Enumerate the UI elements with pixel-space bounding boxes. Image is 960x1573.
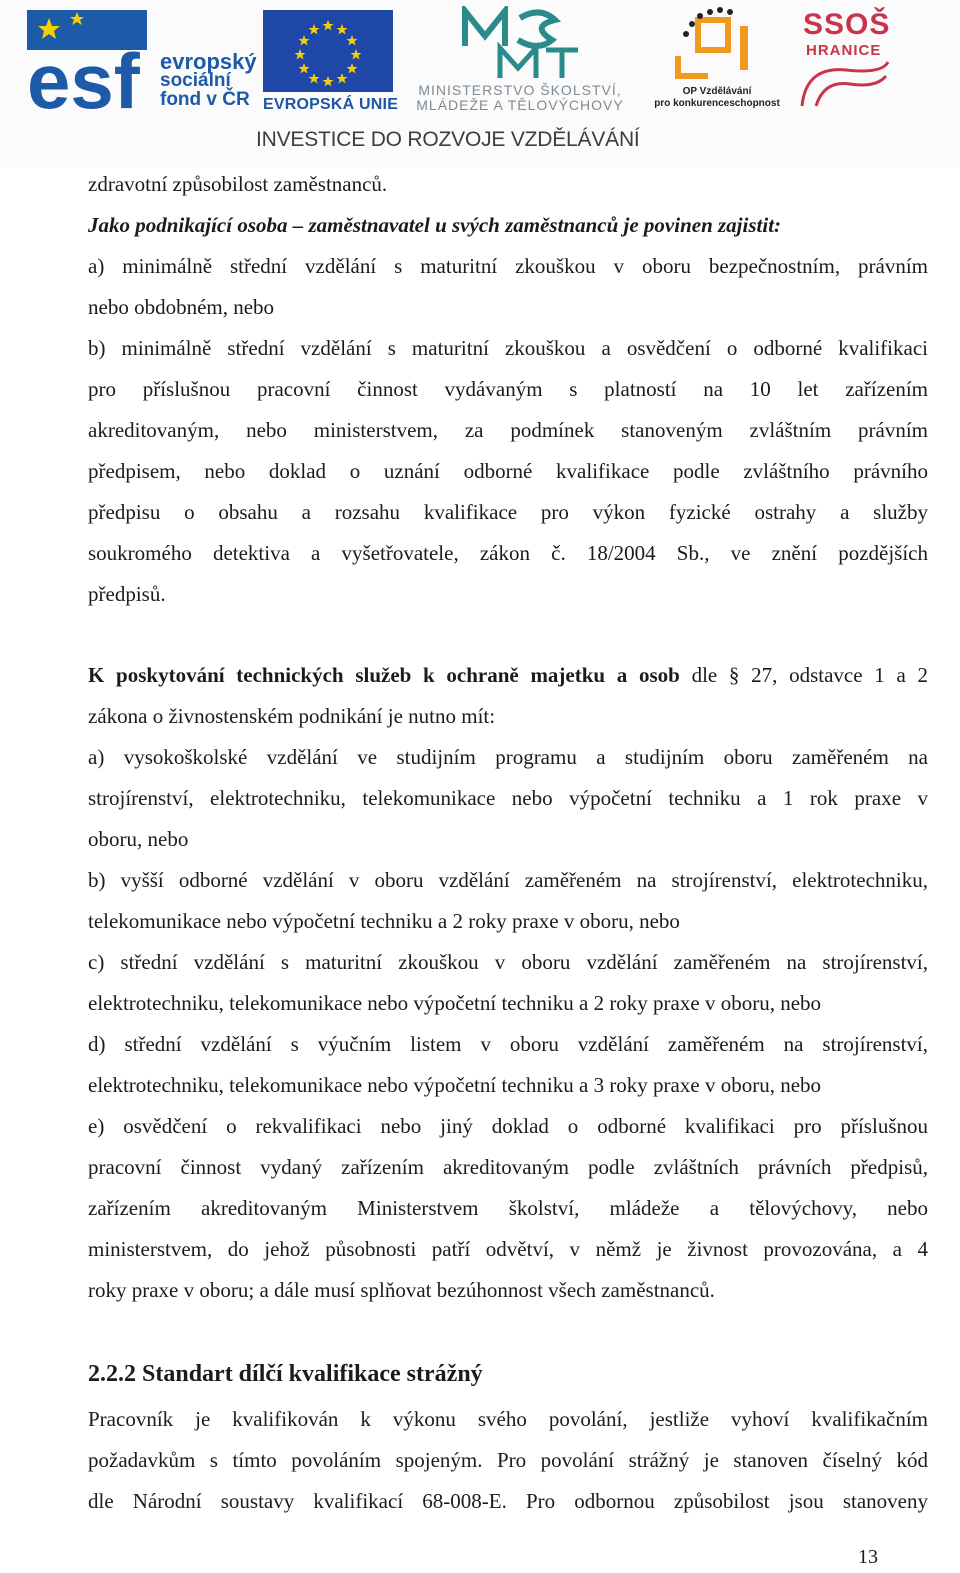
op-logo-icon	[668, 6, 768, 86]
text-line: zařízením akreditovaným Ministerstvem školství, mládeže a tělovýchovy, nebo	[88, 1196, 928, 1220]
text-line: elektrotechniku, telekomunikace nebo výpočetní techniku a 2 roky praxe v oboru, nebo	[88, 991, 822, 1015]
ssos-logo-title: SSOŠ	[803, 8, 891, 41]
text-line: zákona o živnostenském podnikání je nutno mít:	[88, 704, 496, 728]
page-header	[0, 0, 960, 168]
msmt-line-1: MINISTERSTVO ŠKOLSTVÍ,	[418, 82, 622, 98]
svg-text:esf: esf	[27, 37, 140, 110]
text-line: elektrotechniku, telekomunikace nebo výpočetní techniku a 3 roky praxe v oboru, nebo	[88, 1073, 822, 1097]
text-line: a) minimálně střední vzdělání s maturitní zkouškou v oboru bezpečnostním, právním	[88, 254, 928, 278]
text-line: strojírenství, elektrotechniku, telekomunikace nebo výpočetní techniku a 1 rok praxe v	[88, 786, 928, 810]
text-line: nebo obdobném, nebo	[88, 295, 275, 319]
text-line: předpisu o obsahu a rozsahu kvalifikace pro výkon fyzické ostrahy a služby	[88, 500, 928, 524]
msmt-logo-icon	[460, 6, 580, 82]
text-line: c) střední vzdělání s maturitní zkouškou v oboru vzdělání zaměřeném na strojírenství,	[88, 950, 928, 974]
text-line: pracovní činnost vydaný zařízením akreditovaným podle zvláštních právních předpisů,	[88, 1155, 928, 1179]
text-line: soukromého detektiva a vyšetřovatele, zákon č. 18/2004 Sb., ve znění pozdějších	[88, 541, 928, 565]
esf-line-1: evropský	[160, 49, 257, 74]
text-line: oboru, nebo	[88, 827, 189, 851]
text-line: Pracovník je kvalifikován k výkonu svého povolání, jestliže vyhoví kvalifikačním	[88, 1407, 928, 1431]
esf-logo-icon	[27, 10, 157, 110]
text-line: d) střední vzdělání s výučním listem v oboru vzdělání zaměřeném na strojírenství,	[88, 1032, 928, 1056]
paragraph-lead-rest: dle § 27, odstavce 1 a 2	[679, 663, 928, 687]
section-heading: 2.2.2 Standart dílčí kvalifikace strážný	[88, 1361, 483, 1387]
text-line: předpisů.	[88, 582, 166, 606]
esf-line-3: fond v ČR	[160, 89, 250, 110]
ssos-logo-subtitle: HRANICE	[806, 42, 882, 59]
text-line: pro příslušnou pracovní činnost vydávaným s platností na 10 let zařízením	[88, 377, 928, 401]
investice-tagline: INVESTICE DO ROZVOJE VZDĚLÁVÁNÍ	[256, 128, 640, 151]
text-line: dle Národní soustavy kvalifikací 68-008-E. Pro odbornou způsobilost jsou stanoveny	[88, 1489, 928, 1513]
eu-logo-text: EVROPSKÁ UNIE	[263, 96, 399, 113]
msmt-line-2: MLÁDEŽE A TĚLOVÝCHOVY	[416, 97, 624, 113]
paragraph-lead-bold: K poskytování technických služeb k ochraně majetku a osob	[88, 663, 680, 687]
text-line: akreditovaným, nebo ministerstvem, za podmínek stanoveným zvláštním právním	[88, 418, 928, 442]
text-line: ministerstvem, do jehož působnosti patří odvětví, v němž je živnost provozována, a 4	[88, 1237, 928, 1261]
text-line: požadavkům s tímto povoláním spojeným. Pro povolání strážný je stanoven číselný kód	[88, 1448, 928, 1472]
text-line: telekomunikace nebo výpočetní techniku a 2 roky praxe v oboru, nebo	[88, 909, 680, 933]
text-line: b) vyšší odborné vzdělání v oboru vzdělání zaměřeném na strojírenství, elektrotechniku,	[88, 868, 928, 892]
esf-logo-text	[160, 49, 257, 110]
op-line-2: pro konkurenceschopnost	[654, 98, 780, 109]
eu-flag-icon	[263, 10, 393, 92]
page-number: 13	[858, 1546, 878, 1568]
op-line-1: OP Vzdělávání	[682, 86, 752, 97]
text-line: b) minimálně střední vzdělání s maturitní zkouškou a osvědčení o odborné kvalifikaci	[88, 336, 928, 360]
paragraph-heading: Jako podnikající osoba – zaměstnavatel u svých zaměstnanců je povinen zajistit:	[88, 213, 782, 237]
esf-line-2: sociální	[160, 70, 231, 91]
op-logo-text	[642, 86, 792, 110]
text-line: roky praxe v oboru; a dále musí splňovat bezúhonnost všech zaměstnanců.	[88, 1278, 715, 1302]
text-line: e) osvědčení o rekvalifikaci nebo jiný doklad o odborné kvalifikaci pro příslušnou	[88, 1114, 928, 1138]
ssos-logo-icon	[796, 56, 896, 112]
msmt-logo-text	[405, 83, 635, 113]
text-line: a) vysokoškolské vzdělání ve studijním programu a studijním oboru zaměřeném na	[88, 745, 928, 769]
text-line: předpisem, nebo doklad o uznání odborné kvalifikace podle zvláštního právního	[88, 459, 928, 483]
text-line: zdravotní způsobilost zaměstnanců.	[88, 172, 388, 196]
text-line	[88, 661, 928, 689]
